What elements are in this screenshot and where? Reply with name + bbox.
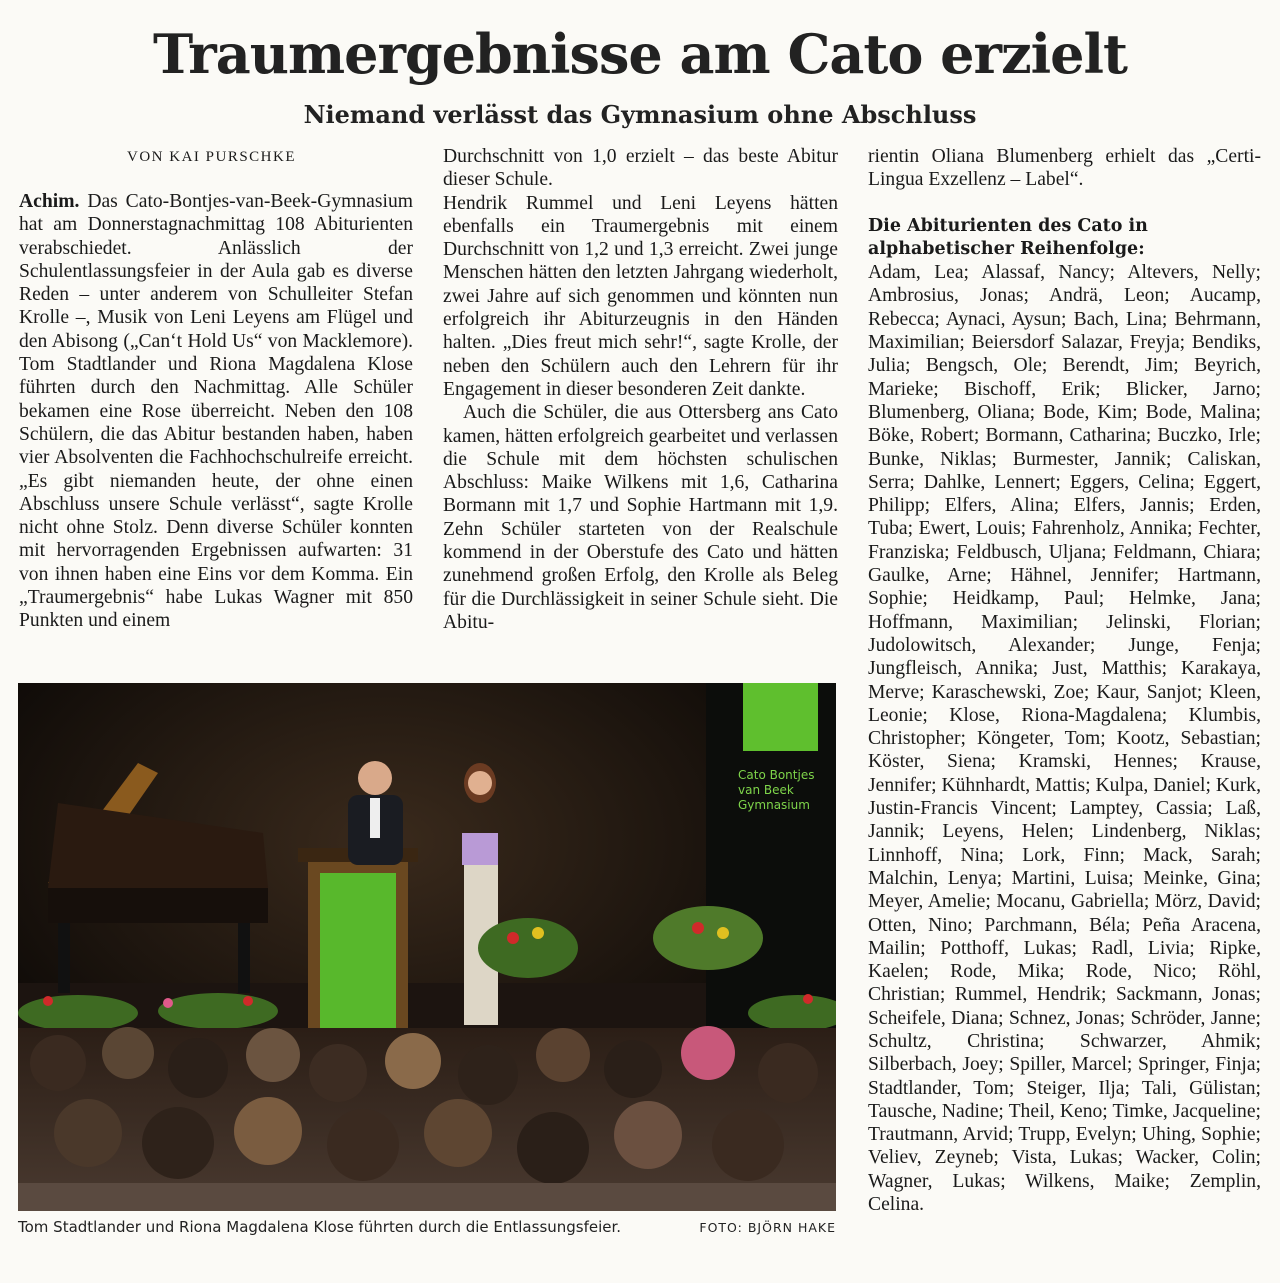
paragraph-3 xyxy=(443,401,838,634)
article-column-2 xyxy=(443,145,838,634)
paragraph-1-part-b: Durchschnitt von 1,0 erzielt – das beste Abitur dieser Schule. xyxy=(443,146,838,191)
paragraph-1-continued xyxy=(443,145,838,192)
caption-text: Tom Stadtlander und Riona Magdalena Klose führten durch die Entlassungsfeier. xyxy=(18,1218,622,1236)
paragraph-3-part-b: rientin Oliana Blumenberg erhielt das „Certi-Lingua Exzellenz – Label“. xyxy=(868,146,1261,191)
graduates-list-heading: Die Abiturienten des Cato in alphabetischer Reihenfolge: xyxy=(868,215,1148,259)
paragraph-1 xyxy=(19,190,413,633)
paragraph-3-continued xyxy=(868,145,1261,192)
paragraph-2: Hendrik Rummel und Leni Leyens hätten ebenfalls ein Traumergebnis mit einem Durchschnitt von 1,2 und 1,3 erreicht. Zwei junge Menschen hätten den letzten Jahrgang wiederholt, zwei Jahre auf sich genommen und könnten nun erfolgreich ihr Abiturzeugnis in den Händen halten. „Dies freut mich sehr!“, sagte Krolle, der neben den Schülern auch den Lehrern für ihr Engagement in dieser besonderen Zeit dankte. xyxy=(443,192,838,400)
paragraph-1-part-a: Das Cato-Bontjes-van-Beek-Gymnasium hat am Donnerstagnachmittag 108 Abiturienten verabschiedet. Anlässlich der Schulentlassungsfeier in der Aula gab es diverse Reden – unter anderem von Schulleiter Stefan Krolle –, Musik von Leni Leyens am Flügel und den Abisong („Can‘t Hold Us“ von Macklemore). Tom Stadtlander und Riona Magdalena Klose führten durch den Nachmittag. Alle Schüler bekamen eine Rose überreicht. Neben den 108 Schülern, die das Abitur bestanden haben, haben vier Absolventen die Fachhochschulreife erreicht. „Es gibt niemanden heute, der ohne einen Abschluss unsere Schule verlässt“, sagte Krolle nicht ohne Stolz. Denn diverse Schüler konnten mit hervorragenden Ergebnissen aufwarten: 31 von ihnen haben eine Eins vor dem Komma. Ein „Traumergebnis“ habe Lukas Wagner mit 850 Punkten und einem xyxy=(19,191,413,632)
headline: Traumergebnisse am Cato erzielt xyxy=(153,22,1127,86)
banner-line-3: Gymnasium xyxy=(738,798,810,812)
banner-line-1: Cato Bontjes xyxy=(738,768,815,782)
lectern xyxy=(298,848,418,1038)
banner-line-2: van Beek xyxy=(738,783,794,797)
ceremony-photo xyxy=(18,683,836,1211)
article-column-3 xyxy=(868,145,1261,1216)
audience xyxy=(18,1026,836,1211)
school-banner xyxy=(706,683,836,1043)
byline: VON KAI PURSCHKE xyxy=(127,149,297,165)
article-column-1 xyxy=(19,145,413,633)
paragraph-3-part-a: Auch die Schüler, die aus Ottersberg ans Cato kamen, hätten erfolgreich gearbeitet und verlassen die Schule mit dem höchsten schulischen Abschluss: Maike Wilkens mit 1,6, Catharina Bormann mit 1,7 und Sophie Hartmann mit 1,9. Zehn Schüler starteten von der Realschule kommend in der Oberstufe des Cato und hätten zunehmend großen Erfolg, den Krolle als Beleg für die Durchlässigkeit in seiner Schule sieht. Die Abitu- xyxy=(443,402,838,633)
photo-credit: FOTO: BJÖRN HAKE xyxy=(699,1220,836,1235)
dateline: Achim. xyxy=(19,191,80,212)
subheadline: Niemand verlässt das Gymnasium ohne Abschluss xyxy=(303,100,977,129)
graduates-list: Adam, Lea; Alassaf, Nancy; Altevers, Nelly; Ambrosius, Jonas; Andrä, Leon; Aucamp, Rebecca; Aynaci, Aysun; Bach, Lina; Behrmann, Maximilian; Beiersdorf Salazar, Freyja; Bendiks, Julia; Bengsch, Ole; Berendt, Jim; Beyrich, Marieke; Bischoff, Erik; Blicker, Jarno; Blumenberg, Oliana; Bode, Kim; Bode, Malina; Böke, Robert; Bormann, Catharina; Buczko, Irle; Bunke, Niklas; Burmester, Jannik; Caliskan, Serra; Dahlke, Lennert; Eggers, Celina; Eggert, Philipp; Elfers, Alina; Elfers, Jannis; Erden, Tuba; Ewert, Louis; Fahrenholz, Annika; Fechter, Franziska; Feldbusch, Uljana; Feldmann, Chiara; Gaulke, Arne; Hähnel, Jennifer; Hartmann, Sophie; Heidkamp, Paul; Helmke, Jana; Hoffmann, Maximilian; Jelinski, Florian; Judolowitsch, Alexander; Junge, Fenja; Jungfleisch, Annika; Just, Matthis; Karakaya, Merve; Karaschewski, Zoe; Kaur, Sanjot; Kleen, Leonie; Klose, Riona-Magdalena; Klumbis, Christopher; Köngeter, Tom; Kootz, Sebastian; Köster, Siena; Kramski, Hennes; Krause, Jennifer; Kühnhardt, Mattis; Kulpa, Daniel; Kurk, Justin-Francis Vincent; Lamptey, Cassia; Laß, Jannik; Leyens, Helen; Lindenberg, Niklas; Linnhoff, Nina; Lork, Finn; Mack, Sarah; Malchin, Lenya; Martini, Luisa; Meinke, Gina; Meyer, Amelie; Mocanu, Gabriella; Mörz, David; Otten, Nino; Parchmann, Béla; Peña Aracena, Mailin; Potthoff, Lukas; Radl, Livia; Ripke, Kaelen; Rode, Mika; Rode, Nico; Röhl, Christian; Rummel, Hendrik; Sackmann, Jonas; Scheifele, Diana; Schnez, Jonas; Schröder, Janne; Schultz, Christina; Schwarzer, Ahmik; Silberbach, Joey; Spiller, Marcel; Springer, Finja; Stadtlander, Tom; Steiger, Ilja; Tali, Gülistan; Tausche, Nadine; Theil, Keno; Timke, Jacqueline; Trautmann, Arvid; Trupp, Evelyn; Uhing, Sophie; Veliev, Zeyneb; Vista, Lukas; Wacker, Colin; Wagner, Lukas; Wilkens, Maike; Zemplin, Celina. xyxy=(868,262,1261,1216)
photo-caption xyxy=(18,1218,836,1236)
